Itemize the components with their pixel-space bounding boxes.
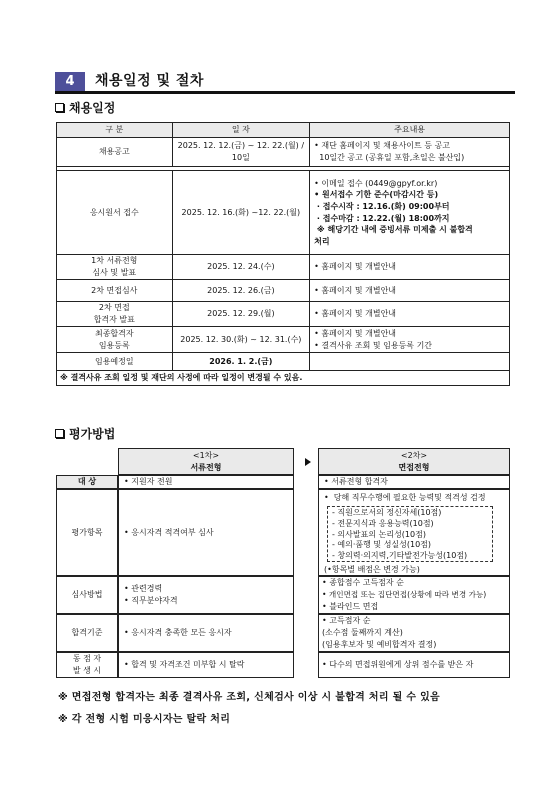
footnote: ※ 면접전형 합격자는 최종 결격사유 조회, 신체검사 이상 시 불합격 처리 될 수 있음: [58, 692, 440, 703]
row-label-pass: 합격기준: [56, 614, 118, 652]
pass-stage1: • 응시자격 충족한 모든 응시자: [118, 614, 294, 652]
date-cell: 2025. 12. 16.(화) ~12. 22.(월): [172, 171, 310, 255]
square-bullet-icon: [55, 103, 64, 112]
tie-stage2: • 다수의 면접위원에게 상위 점수를 받은 자: [318, 652, 510, 678]
date-cell: 2026. 1. 2.(금): [172, 353, 310, 371]
column-header: 주요내용: [310, 123, 510, 138]
stage-cell: 2차 면접 합격자 발표: [57, 302, 173, 327]
footnote: ※ 각 전형 시험 미응시자는 탈락 처리: [58, 714, 231, 725]
evaluation-heading-text: 평가방법: [69, 427, 116, 441]
stage1-header: <1차> 서류전형: [118, 448, 294, 475]
schedule-heading-text: 채용일정: [69, 101, 116, 115]
stage-cell: 채용공고: [57, 138, 173, 167]
scoring-criteria-box: - 직원으로서의 정신자세(10점) - 전문지식과 응용능력(10점) - 의사발표의 논리성(10점) - 예의·품행 및 성실성(10점) - 창의력·의지력,기타발전가능성(10점): [327, 506, 493, 562]
row-label-target: 대 상: [56, 475, 118, 489]
stage-cell: 2차 면접심사: [57, 280, 173, 302]
arrow-right-icon: [305, 458, 311, 466]
table-row: [57, 327, 510, 353]
section-number: 4: [55, 72, 85, 91]
evaluation-heading: [55, 425, 115, 442]
row-label-tie: 동 점 자 발 생 시: [56, 652, 118, 678]
content-cell: • 이메일 접수 (0449@gpyf.or.kr) • 원서접수 기한 준수(마감시간 등) · 접수시작 : 12.16.(화) 09:00부터 · 접수마감 : 12.22.(월) 18:00까지 ※ 해당기간 내에 증빙서류 미제출 시 불합격 처리: [310, 171, 510, 255]
section-underline: [55, 91, 515, 94]
date-cell: 2025. 12. 29.(월): [172, 302, 310, 327]
date-cell: 2025. 12. 12.(금) ~ 12. 22.(월) / 10일: [172, 138, 310, 167]
stage-cell: 응시원서 접수: [57, 171, 173, 255]
table-header-row: [57, 123, 510, 138]
method-stage2: • 종합점수 고득점자 순 • 개인면접 또는 집단면접(상황에 따라 변경 가능) • 블라인드 면접: [318, 576, 510, 614]
stage-cell: 임용예정일: [57, 353, 173, 371]
table-row: [57, 138, 510, 167]
schedule-heading: [55, 99, 115, 116]
items-stage1: • 응시자격 적격여부 심사: [118, 489, 294, 576]
schedule-note: ※ 결격사유 조회 일정 및 재단의 사정에 따라 일정이 변경될 수 있음.: [57, 371, 510, 386]
table-row: [57, 280, 510, 302]
date-cell: 2025. 12. 24.(수): [172, 255, 310, 280]
target-stage2: • 서류전형 합격자: [318, 475, 510, 489]
content-cell: • 홈페이지 및 개별안내 • 결격사유 조회 및 임용등록 기간: [310, 327, 510, 353]
pass-stage2: • 고득점자 순 (소수점 둘째까지 계산) (임용후보자 및 예비합격자 결정): [318, 614, 510, 652]
target-stage1: • 지원자 전원: [118, 475, 294, 489]
content-cell: • 홈페이지 및 개별안내: [310, 255, 510, 280]
method-stage1: • 관련경력 • 직무분야자격: [118, 576, 294, 614]
table-row: [57, 255, 510, 280]
row-label-items: 평가항목: [56, 489, 118, 576]
table-row: [57, 353, 510, 371]
stage2-header: <2차> 면접전형: [318, 448, 510, 475]
tie-stage1: • 합격 및 자격조건 미부합 시 탈락: [118, 652, 294, 678]
table-row: [57, 302, 510, 327]
content-cell: [310, 353, 510, 371]
table-row: [57, 171, 510, 255]
schedule-table: [56, 122, 510, 386]
column-header: 일 자: [172, 123, 310, 138]
date-cell: 2025. 12. 26.(금): [172, 280, 310, 302]
content-cell: • 홈페이지 및 개별안내: [310, 302, 510, 327]
evaluation-table: [56, 448, 510, 678]
section-title: 채용일정 및 절차: [95, 73, 204, 89]
stage-cell: 1차 서류전형 심사 및 발표: [57, 255, 173, 280]
row-label-method: 심사방법: [56, 576, 118, 614]
column-header: 구 분: [57, 123, 173, 138]
items-stage2: • 당해 직무수행에 필요한 능력및 적격성 검정 - 직원으로서의 정신자세(10점) - 전문지식과 응용능력(10점) - 의사발표의 논리성(10점) - 예의·품행 및 성실성(10점) - 창의력·의지력,기타발전가능성(10점) (•항목별 배점은 변경 가능): [318, 489, 510, 576]
content-cell: • 홈페이지 및 개별안내: [310, 280, 510, 302]
content-cell: • 재단 홈페이지 및 채용사이트 등 공고 10일간 공고 (공휴일 포함,초일은 불산입): [310, 138, 510, 167]
date-cell: 2025. 12. 30.(화) ~ 12. 31.(수): [172, 327, 310, 353]
square-bullet-icon: [55, 429, 64, 438]
schedule-note-row: [57, 371, 510, 386]
stage-cell: 최종합격자 임용등록: [57, 327, 173, 353]
section-heading: [55, 72, 515, 92]
